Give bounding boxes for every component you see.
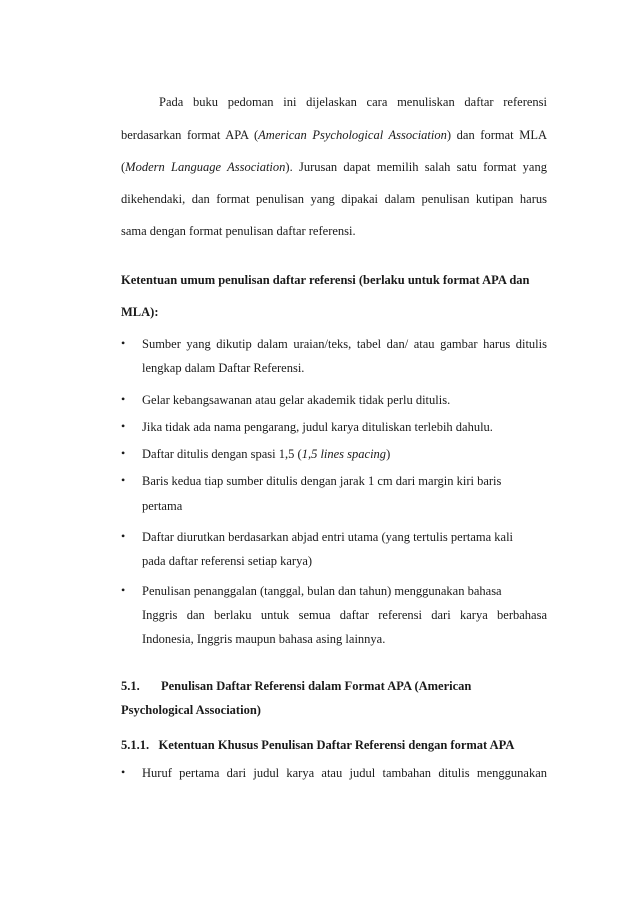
bullet-marker: • bbox=[121, 419, 126, 433]
bullet-marker: • bbox=[121, 765, 126, 779]
bullet-general-6-line-1: Daftar diurutkan berdasarkan abjad entri utama (yang tertulis pertama kali bbox=[142, 530, 514, 544]
intro-line-5: sama dengan format penulisan daftar referensi. bbox=[121, 224, 356, 238]
bullet-general-7-line-2: Inggris dan berlaku untuk semua daftar referensi dari karya berbahasa bbox=[142, 608, 547, 622]
bullet-general-5-line-2: pertama bbox=[142, 499, 183, 513]
section-51-title-line-1: Penulisan Daftar Referensi dalam Format APA (American bbox=[161, 679, 472, 693]
intro-line-1 bbox=[121, 95, 547, 110]
intro-line-2 bbox=[121, 128, 547, 143]
bullet-general-4-italic: 1,5 lines spacing bbox=[301, 447, 387, 461]
bullet-marker: • bbox=[121, 473, 126, 487]
intro-line-3-b: ). Jurusan dapat memilih salah satu format yang bbox=[285, 160, 547, 174]
section-51-title-line-2: Psychological Association) bbox=[121, 703, 261, 717]
bullet-general-4-b: ) bbox=[386, 447, 391, 461]
intro-line-4: dikehendaki, dan format penulisan yang dipakai dalam penulisan kutipan harus bbox=[121, 192, 547, 206]
bullet-marker: • bbox=[121, 336, 126, 350]
bullet-general-7-line-1: Penulisan penanggalan (tanggal, bulan dan tahun) menggunakan bahasa bbox=[142, 584, 502, 598]
bullet-general-1-line-2: lengkap dalam Daftar Referensi. bbox=[142, 361, 305, 375]
bullet-general-4-a: Daftar ditulis dengan spasi 1,5 ( bbox=[142, 447, 302, 461]
intro-line-2-b: ) dan format MLA bbox=[446, 128, 548, 142]
intro-line-1-text: Pada buku pedoman ini dijelaskan cara menuliskan daftar referensi bbox=[159, 95, 547, 109]
section-511-title: 5.1.1. Ketentuan Khusus Penulisan Daftar Referensi dengan format APA bbox=[121, 738, 515, 752]
bullet-marker: • bbox=[121, 583, 126, 597]
bullet-general-5-line-1: Baris kedua tiap sumber ditulis dengan jarak 1 cm dari margin kiri baris bbox=[142, 474, 502, 488]
intro-line-3 bbox=[121, 160, 547, 175]
bullet-marker: • bbox=[121, 446, 126, 460]
bullet-general-2: Gelar kebangsawanan atau gelar akademik tidak perlu ditulis. bbox=[142, 393, 451, 407]
bullet-general-4 bbox=[142, 447, 547, 462]
bullet-marker: • bbox=[121, 392, 126, 406]
general-heading-line-1: Ketentuan umum penulisan daftar referensi (berlaku untuk format APA dan bbox=[121, 273, 530, 287]
bullet-general-7-line-3: Indonesia, Inggris maupun bahasa asing lainnya. bbox=[142, 632, 386, 646]
intro-line-3-a: ( bbox=[121, 160, 126, 174]
bullet-apa-1-line-1: Huruf pertama dari judul karya atau judul tambahan ditulis menggunakan bbox=[142, 766, 547, 780]
intro-line-3-italic: Modern Language Association bbox=[125, 160, 286, 174]
intro-line-2-a: berdasarkan format APA ( bbox=[121, 128, 259, 142]
section-51-number: 5.1. bbox=[121, 679, 140, 693]
bullet-general-3: Jika tidak ada nama pengarang, judul karya dituliskan terlebih dahulu. bbox=[142, 420, 493, 434]
intro-line-2-italic: American Psychological Association bbox=[258, 128, 447, 142]
bullet-general-6-line-2: pada daftar referensi setiap karya) bbox=[142, 554, 313, 568]
general-heading-line-2: MLA): bbox=[121, 305, 159, 319]
bullet-general-1-line-1: Sumber yang dikutip dalam uraian/teks, tabel dan/ atau gambar harus ditulis bbox=[142, 337, 547, 351]
bullet-marker: • bbox=[121, 529, 126, 543]
